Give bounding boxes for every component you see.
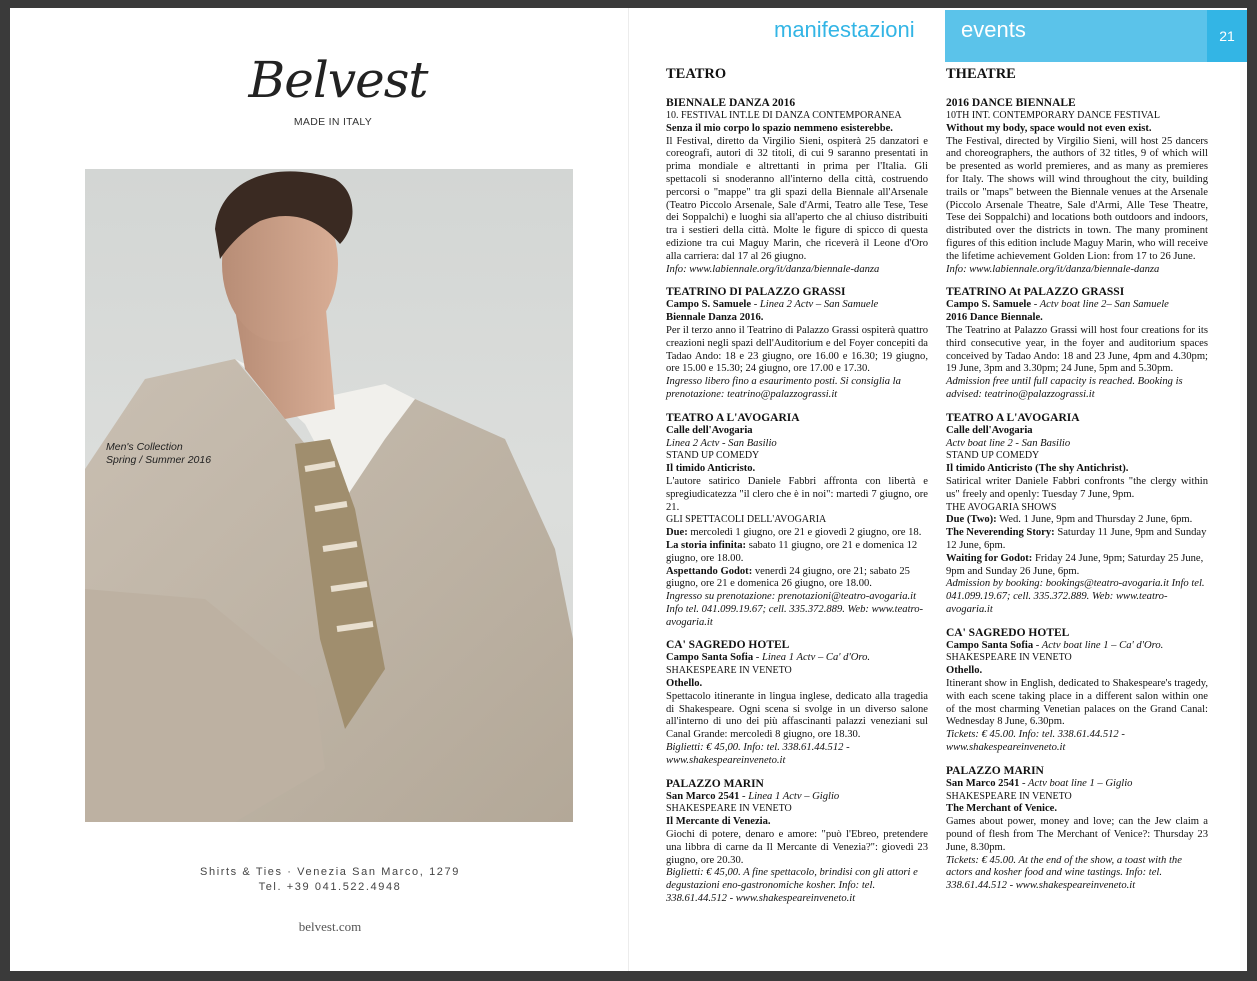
- event-description: The Festival, directed by Virgilio Sieni, will host 25 dancers and choreographers, the authors of 32 titles, 9 of which will be presented as world premieres, and as many as premieres for Italy. The shows will wind throughout the city, building trails or "maps" between the Biennale venues at the Arsenale (Piccolo Arsenale Theatre, Sale d'Armi, Alle Tese Theatre, Tese dei Soppalchi) and locations both outdoors and indoors, distributed over the districts in town. The many prominent figures of this edition include Maguy Marin, who will receive the lifetime achievement Golden Lion: from 17 to 26 June.: [946, 135, 1208, 262]
- event-palazzo-marin: [666, 778, 928, 906]
- show-title: The Merchant of Venice.: [946, 803, 1058, 815]
- event-transit: Linea 2 Actv - San Basilio: [666, 437, 777, 449]
- event-venue: San Marco 2541 - Linea 1 Actv – Giglio: [666, 790, 840, 802]
- section-label-english: events: [961, 17, 1026, 42]
- section-title: TEATRO: [666, 66, 727, 82]
- event-title: CA' SAGREDO HOTEL: [666, 639, 790, 652]
- event-description: Itinerant show in English, dedicated to Shakespeare's tragedy, with each scene taking place in a different salon within one of the most charming Venetian palaces on the Grand Canal: Wednesday 8 June, 6.30pm.: [946, 678, 1208, 728]
- event-title: BIENNALE DANZA 2016: [666, 97, 796, 109]
- event-category: SHAKESPEARE IN VENETO: [666, 665, 792, 677]
- show-title: Othello.: [666, 678, 703, 690]
- brand-website-link[interactable]: belvest.com: [298, 919, 362, 934]
- event-category: SHAKESPEARE IN VENETO: [946, 790, 1072, 802]
- event-note: Admission free until full capacity is reached. Booking is advised: teatrino@palazzograssi.it: [946, 376, 1183, 400]
- show-schedule: Due (Two): Wed. 1 June, 9pm and Thursday 2 June, 6pm.: [946, 514, 1193, 526]
- show-title: Othello.: [946, 665, 983, 677]
- event-description: Per il terzo anno il Teatrino di Palazzo Grassi ospiterà quattro creazioni negli spazi dell'Auditorium e del Foyer concepiti da Tadao Ando: 18 e 23 giugno, ore 16.00 e 16.30; 19 giugno, ore 15.00 e 15.30; 24 giugno, ore 17.00 e 17.30.: [666, 324, 928, 375]
- event-transit: Actv boat line 2 - San Basilio: [946, 437, 1071, 449]
- event-note: Tickets: € 45.00. At the end of the show, a toast with the actors and kosher food and wine tastings. Info: tel. 338.61.44.512 - www.shakespeareinveneto.it: [946, 854, 1182, 892]
- event-ca-sagredo-hotel: [946, 627, 1208, 755]
- event-description: Games about power, money and love; can the Jew claim a pound of flesh from The Merchant of Venice?: Thursday 23 June, 8.30pm.: [946, 816, 1208, 853]
- event-description: Giochi di potere, denaro e amore: "può l'Ebreo, pretendere una libbra di carne da Il Mercante di Venezia?": giovedì 23 giugno, ore 20.30.: [666, 829, 928, 866]
- event-palazzo-marin: [946, 765, 1208, 893]
- event-title: TEATRINO DI PALAZZO GRASSI: [666, 286, 846, 299]
- event-title: TEATRO A L'AVOGARIA: [946, 411, 1080, 424]
- event-venue: San Marco 2541 - Actv boat line 1 – Giglio: [946, 777, 1133, 789]
- advert-photo: [85, 169, 573, 822]
- event-category: STAND UP COMEDY: [666, 450, 760, 462]
- event-venue: Calle dell'Avogaria: [946, 424, 1033, 436]
- show-title: Il Mercante di Venezia.: [666, 816, 771, 828]
- event-venue: Campo S. Samuele - Actv boat line 2– San Samuele: [946, 299, 1169, 311]
- event-category: SHAKESPEARE IN VENETO: [946, 652, 1072, 664]
- show-title: Il timido Anticristo.: [666, 463, 756, 475]
- event-description: Spettacolo itinerante in lingua inglese, dedicato alla tragedia di Shakespeare. Ogni scena si svolge in un diverso salone all'interno di uno dei più affascinanti palazzi veneziani sul Canal Grande: mercoledì 8 giugno, ore 18.30.: [666, 690, 928, 741]
- event-biennale-danza: [666, 97, 928, 276]
- event-category: GLI SPETTACOLI DELL'AVOGARIA: [666, 514, 827, 526]
- show-schedule: The Neverending Story: Saturday 11 June, 9pm and Sunday 12 June, 6pm.: [946, 527, 1207, 551]
- event-teatrino-palazzo-grassi: [666, 286, 928, 401]
- brand-logotype: Belvest: [248, 51, 428, 109]
- show-schedule: Waiting for Godot: Friday 24 June, 9pm; Saturday 25 June, 9pm and Sunday 26 June, 6pm.: [946, 552, 1204, 577]
- event-note: Biglietti: € 45,00. A fine spettacolo, brindisi con gli attori e degustazioni eno-gastronomiche kosher. Info: tel. 338.61.44.512 - www.shakespeareinveneto.it: [666, 867, 918, 905]
- event-category: THE AVOGARIA SHOWS: [946, 501, 1057, 513]
- event-title: PALAZZO MARIN: [666, 777, 764, 790]
- italian-column: [666, 66, 928, 916]
- event-category: STAND UP COMEDY: [946, 450, 1040, 462]
- event-subtitle: 10TH INT. CONTEMPORARY DANCE FESTIVAL: [946, 110, 1160, 121]
- brand-tagline: MADE IN ITALY: [293, 116, 373, 128]
- event-venue: Calle dell'Avogaria: [666, 424, 753, 436]
- event-venue: Campo Santa Sofia - Linea 1 Actv – Ca' d'Oro.: [666, 652, 871, 664]
- event-subtitle: 2016 Dance Biennale.: [946, 312, 1043, 324]
- event-note: Admission by booking: bookings@teatro-avogaria.it Info tel. 041.099.19.67; cell. 335.372.889. Web: www.teatro-avogaria.it: [946, 578, 1205, 615]
- event-description: The Teatrino at Palazzo Grassi will host four creations for its third consecutive year, in the foyer and auditorium spaces conceived by Tadao Ando: 18 and 23 June, 4pm and 4.30pm; 19 June, 3pm and 3.30pm; 24 June, 5pm and 5.30pm.: [946, 324, 1208, 375]
- event-note: Ingresso su prenotazione: prenotazioni@teatro-avogaria.it Info tel. 041.099.19.67; cell. 335.372.889. Web: www.teatro-avogaria.it: [666, 591, 924, 628]
- event-teatrino-palazzo-grassi: [946, 286, 1208, 401]
- event-title: TEATRO A L'AVOGARIA: [666, 411, 800, 424]
- event-note: Biglietti: € 45,00. Info: tel. 338.61.44.512 - www.shakespeareinveneto.it: [666, 742, 850, 766]
- show-schedule: La storia infinita: sabato 11 giugno, ore 21 e domenica 12 giugno, ore 18.00.: [666, 539, 918, 564]
- english-column: [946, 66, 1208, 903]
- event-tagline: Without my body, space would not even exist.: [946, 122, 1152, 134]
- event-info-link[interactable]: Info: www.labiennale.org/it/danza/biennale-danza: [666, 263, 880, 275]
- event-note: Ingresso libero fino a esaurimento posti. Si consiglia la prenotazione: teatrino@palazzograssi.it: [666, 376, 901, 400]
- show-description: Satirical writer Daniele Fabbri confronts "the clergy within us" freely and openly: Tuesday 7 June, 9pm.: [946, 475, 1208, 500]
- collection-caption: Men's Collection Spring / Summer 2016: [106, 441, 212, 466]
- show-schedule: Due: mercoledì 1 giugno, ore 21 e giovedì 2 giugno, ore 18.: [666, 527, 922, 539]
- show-schedule: Aspettando Godot: venerdì 24 giugno, ore 21; sabato 25 giugno, ore 21 e domenica 26 giugno, ore 18.00.: [666, 565, 910, 590]
- event-subtitle: 10. FESTIVAL INT.LE DI DANZA CONTEMPORANEA: [666, 110, 902, 121]
- model-illustration: [85, 169, 573, 822]
- magazine-spread: [10, 8, 1247, 971]
- event-category: SHAKESPEARE IN VENETO: [666, 803, 792, 815]
- event-teatro-avogaria: [666, 412, 928, 630]
- event-dance-biennale: [946, 97, 1208, 276]
- page-number: 21: [1207, 10, 1247, 62]
- show-title: Il timido Anticristo (The shy Antichrist).: [946, 463, 1129, 475]
- event-subtitle: Biennale Danza 2016.: [666, 312, 764, 324]
- page-fold: [628, 8, 629, 971]
- section-title: THEATRE: [946, 66, 1016, 82]
- belvest-logo: [238, 50, 438, 116]
- event-venue: Campo Santa Sofia - Actv boat line 1 – Ca' d'Oro.: [946, 639, 1164, 651]
- event-title: PALAZZO MARIN: [946, 764, 1044, 777]
- event-title: CA' SAGREDO HOTEL: [946, 626, 1070, 639]
- event-ca-sagredo-hotel: [666, 639, 928, 767]
- event-description: Il Festival, diretto da Virgilio Sieni, ospiterà 25 danzatori e coreografi, autori di 32 titoli, di cui 9 saranno presentati in prima mondiale e altrettanti in prima per l'Italia. Gli spettacoli si snoderanno all'interno della città, costruendo percorsi o "mappe" tra gli spazi della Biennale all'Arsenale (Teatro Piccolo Arsenale, Sale d'Armi, Teatro alle Tese, Tese dei Soppalchi) e luoghi sia all'aperto che al chiuso distribuiti tra i sestieri della città. Molte le figure di spicco di questa edizione tra cui Maguy Marin, che riceverà il Leone d'Oro alla carriera: dal 17 al 26 giugno.: [666, 135, 928, 262]
- event-note: Tickets: € 45.00. Info: tel. 338.61.44.512 - www.shakespeareinveneto.it: [946, 729, 1125, 754]
- event-info-link[interactable]: Info: www.labiennale.org/it/danza/biennale-danza: [946, 263, 1160, 275]
- event-teatro-avogaria: [946, 412, 1208, 617]
- event-title: 2016 DANCE BIENNALE: [946, 97, 1076, 109]
- show-description: L'autore satirico Daniele Fabbri affronta con libertà e spregiudicatezza "il clero che è in noi": martedì 7 giugno, ore 21.: [666, 475, 928, 513]
- event-tagline: Senza il mio corpo lo spazio nemmeno esisterebbe.: [666, 122, 893, 134]
- event-venue: Campo S. Samuele - Linea 2 Actv – San Samuele: [666, 299, 879, 311]
- shop-address: Shirts & Ties · Venezia San Marco, 1279: [200, 866, 460, 878]
- event-title: TEATRINO At PALAZZO GRASSI: [946, 286, 1125, 299]
- section-label-italian: manifestazioni: [774, 17, 915, 42]
- shop-phone: Tel. +39 041.522.4948: [258, 881, 402, 893]
